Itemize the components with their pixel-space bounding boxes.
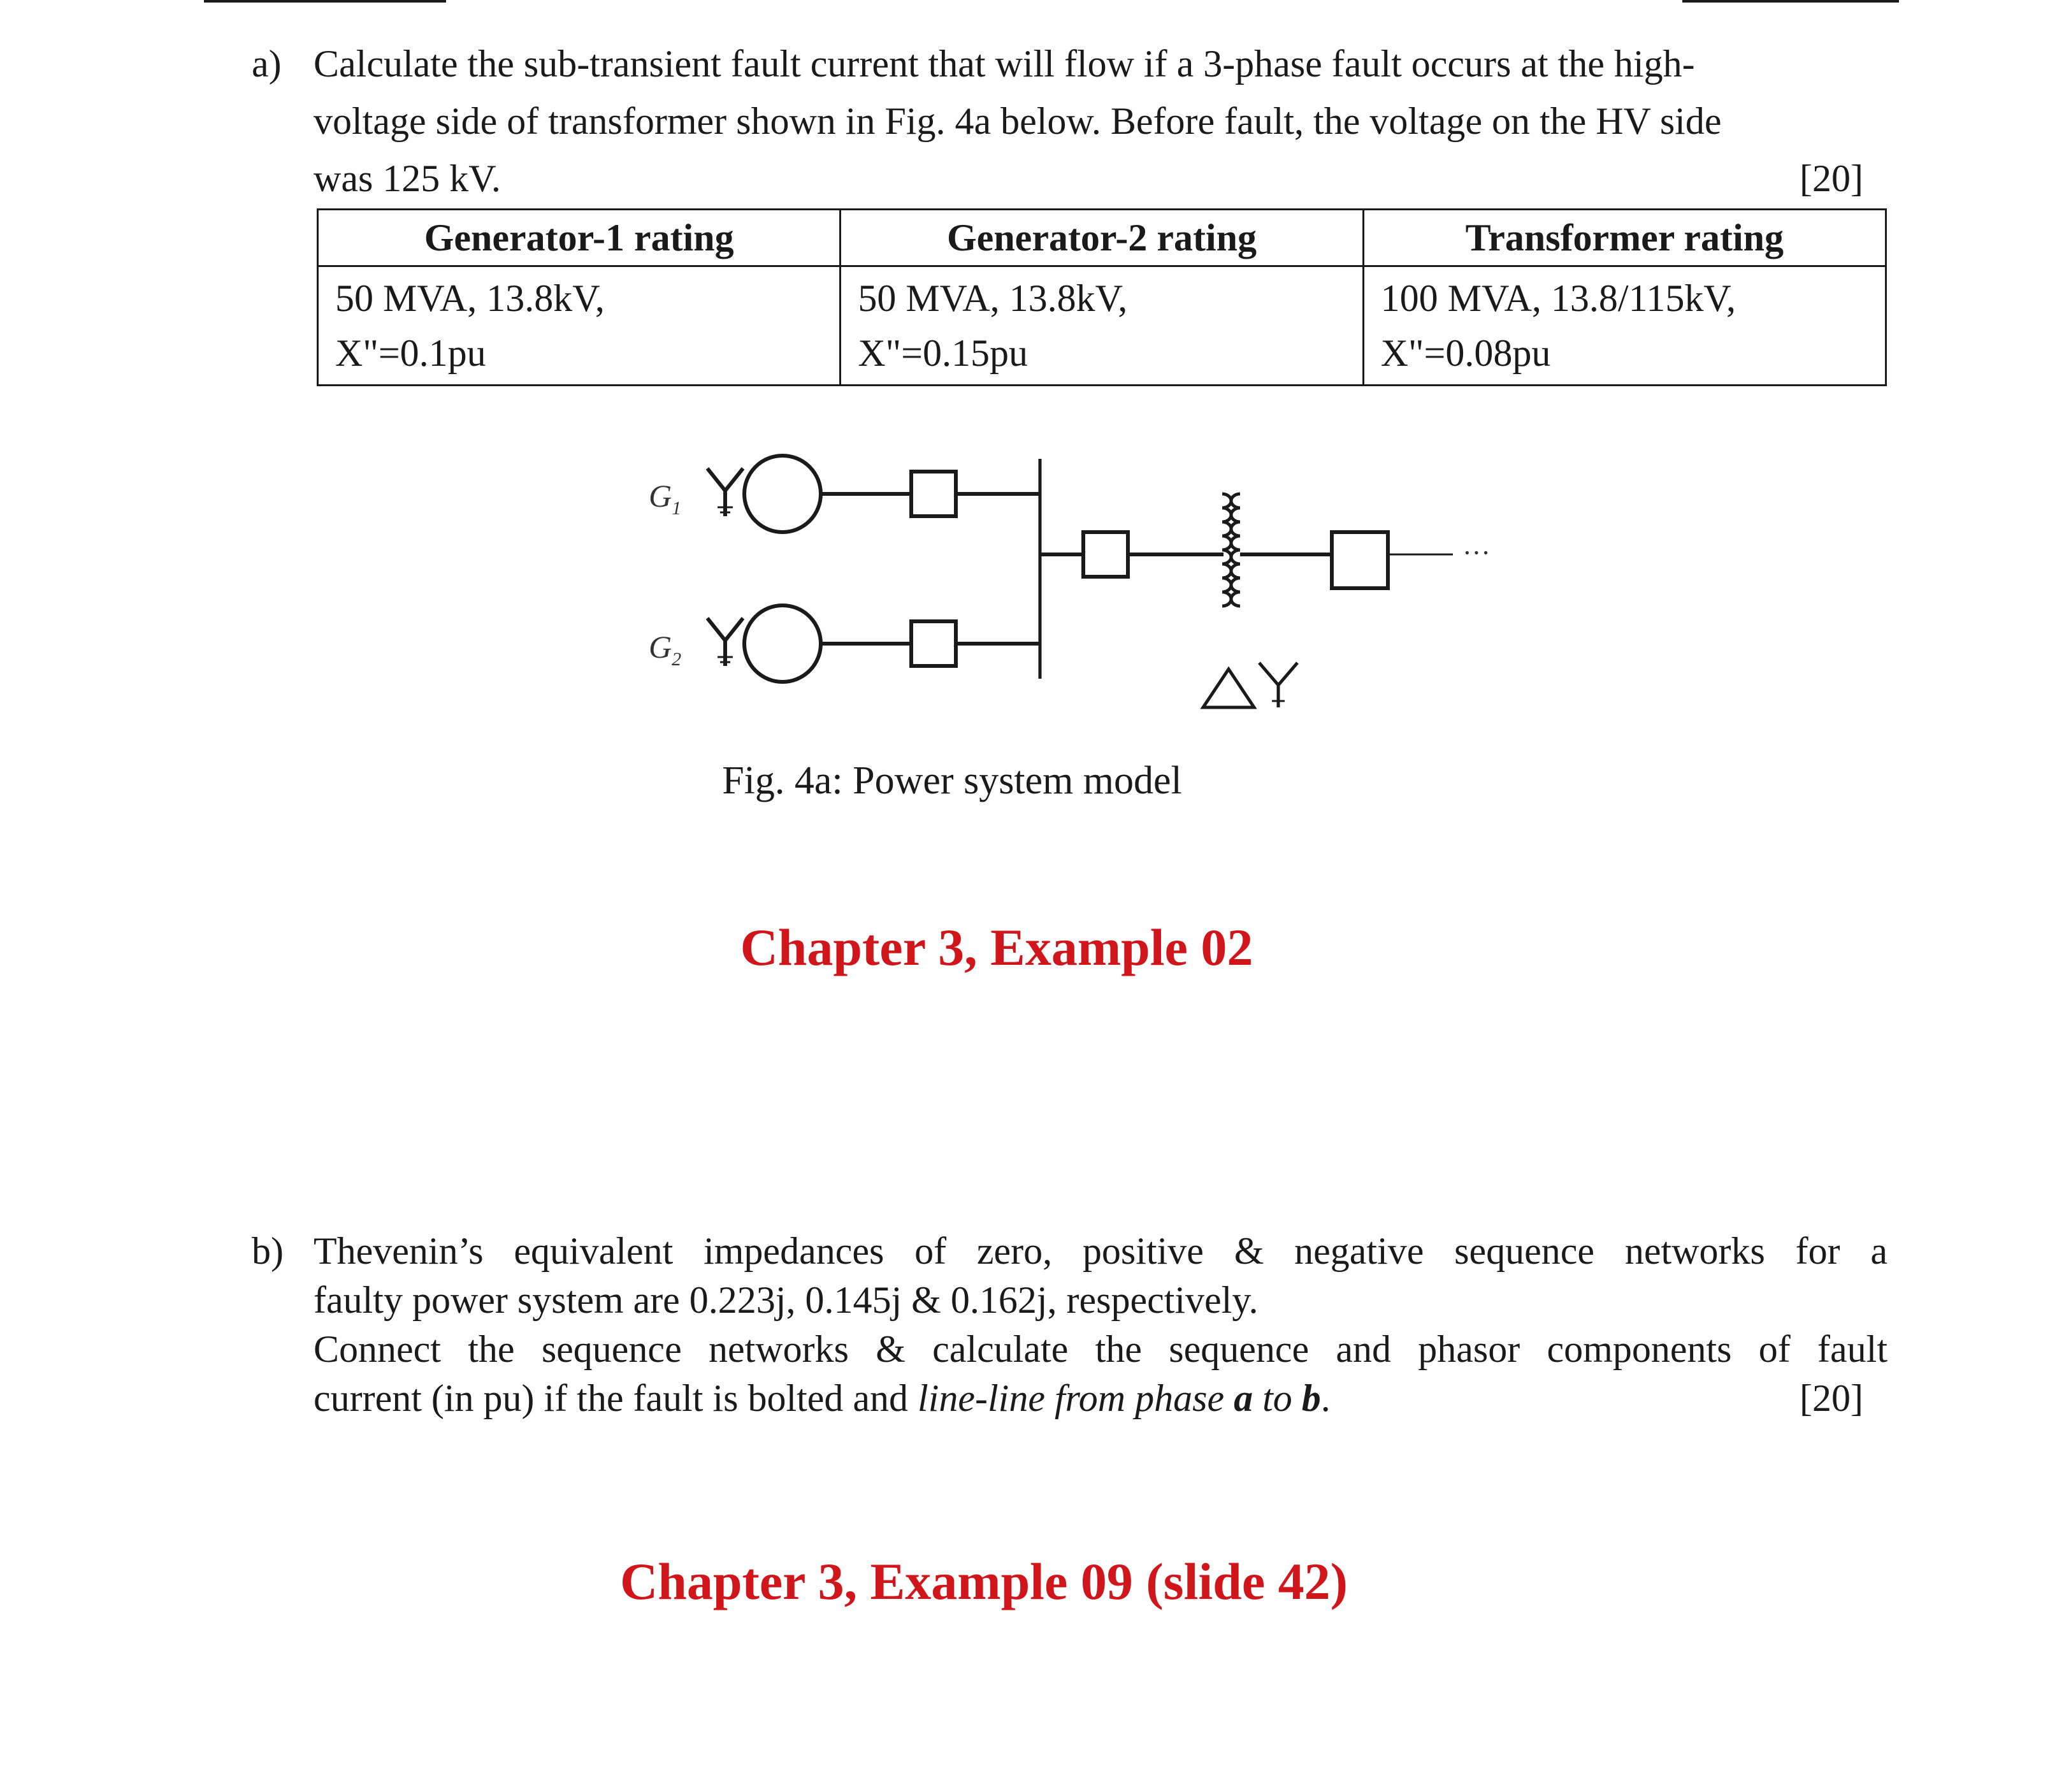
hv-breaker-icon [1332, 532, 1388, 588]
delta-wye-icon [1203, 663, 1297, 707]
gen2-breaker-icon [911, 621, 956, 666]
question-a-marks: [20] [1800, 157, 1863, 199]
question-b-text [314, 1227, 1887, 1423]
question-b-line-4: current (in pu) if the fault is bolted and line-line from phase a to b. [314, 1377, 1331, 1419]
generator-2-rating-line-1: 50 MVA, 13.8kV, [858, 277, 1128, 319]
generator-1-reactance: X"=0.1pu [335, 332, 486, 374]
figure-caption: Fig. 4a: Power system model [722, 759, 1182, 802]
question-a-line-1: Calculate the sub-transient fault current that will flow if a 3-phase fault occurs at the high- [314, 43, 1695, 85]
reference-a: Chapter 3, Example 02 [740, 918, 1253, 976]
table-header-generator-1: Generator-1 rating [318, 210, 841, 266]
question-b-label: b) [252, 1230, 284, 1272]
phase-b: b [1301, 1377, 1321, 1419]
question-a-last-row [314, 150, 1887, 207]
question-b-marks: [20] [1800, 1377, 1863, 1419]
generator-1-label: $G_1$ [649, 478, 682, 519]
generator-2-reactance: X"=0.15pu [858, 332, 1028, 374]
table-header-generator-2: Generator-2 rating [841, 210, 1363, 266]
question-a-label: a) [252, 43, 282, 85]
power-system-diagram [612, 440, 1580, 733]
table-cell-transformer [1363, 266, 1886, 386]
generator-2-wye-icon [707, 618, 743, 666]
table-cell-generator-2 [841, 266, 1363, 386]
phase-a: a [1234, 1377, 1253, 1419]
question-b-line-3: Connect the sequence networks & calculate the sequence and phasor components of fault [314, 1328, 1887, 1370]
transformer-reactance: X"=0.08pu [1380, 332, 1551, 374]
transformer-icon [1222, 494, 1240, 606]
fault-type-italic: line-line from phase a to b [918, 1377, 1321, 1419]
reference-b: Chapter 3, Example 09 (slide 42) [620, 1552, 1348, 1610]
transformer-rating-line-1: 100 MVA, 13.8/115kV, [1380, 277, 1736, 319]
question-a-text [314, 35, 1887, 207]
generator-1-rating-line-1: 50 MVA, 13.8kV, [335, 277, 605, 319]
generator-2-label: $G_2$ [649, 629, 682, 670]
lv-breaker-icon [1083, 532, 1128, 577]
table-header-transformer: Transformer rating [1363, 210, 1886, 266]
ratings-table [317, 208, 1887, 386]
question-b-line-4-start: current (in pu) if the fault is bolted and [314, 1377, 918, 1419]
table-cell-generator-1 [318, 266, 841, 386]
question-b-line-2: faulty power system are 0.223j, 0.145j & 0.162j, respectively. [314, 1279, 1259, 1321]
generator-1-icon [744, 456, 821, 532]
generator-2-icon [744, 605, 821, 682]
cropped-header-mark-right [1682, 0, 1899, 3]
cropped-header-mark-left [204, 0, 446, 3]
generator-1-wye-icon [707, 468, 743, 516]
question-a-line-2: voltage side of transformer shown in Fig. 4a below. Before fault, the voltage on the HV side [314, 100, 1722, 142]
table-row [318, 266, 1886, 386]
question-a-line-3: was 125 kV. [314, 157, 501, 199]
gen1-breaker-icon [911, 472, 956, 516]
question-b-line-1: Thevenin’s equivalent impedances of zero, positive & negative sequence networks for a [314, 1230, 1887, 1272]
table-header-row [318, 210, 1886, 266]
continuation-dots: ··· [1462, 537, 1490, 568]
question-b-last-row [314, 1374, 1887, 1423]
